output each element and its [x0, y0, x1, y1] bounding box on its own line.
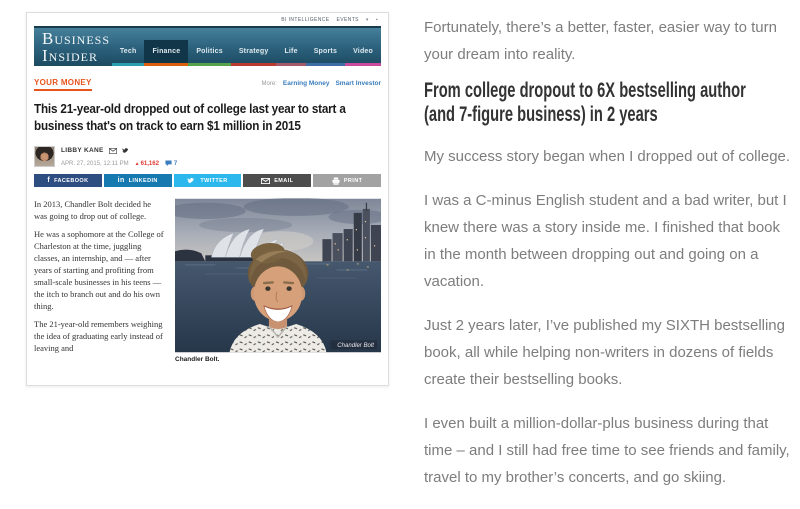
search-icon: ▪ [375, 16, 378, 23]
bi-article-body [34, 198, 165, 363]
article-paragraph: Just 2 years later, I’ve published my SIXTH bestselling book, all while helping non-writers in dozens of fields create their bestselling books. [424, 317, 785, 388]
print-share-button: PRINT [313, 174, 381, 187]
bi-link-earning-money: Earning Money [282, 80, 330, 87]
bi-tab-video: Video [345, 40, 381, 66]
chandler-bolt-selfie-photo [175, 198, 381, 353]
bi-logo-line2: Insider [42, 46, 98, 65]
photo-caption: Chandler Bolt. [175, 356, 220, 363]
subheading-line1: From college dropout to 6X bestselling author [424, 79, 746, 102]
email-icon [261, 178, 270, 184]
bi-article-headline: This 21-year-old dropped out of college last year to start a business that's on track to earn $1 million in 2015 [34, 101, 346, 133]
article-text-column [424, 12, 792, 502]
photo-credit: Chandler Bolt [337, 343, 374, 350]
bi-paragraph: He was a sophomore at the College of Charleston at the time, juggling classes, an internship, and — after years of starting and profiting from small-scale businesses in his teens — the itch to branch out and do his own thing. [34, 229, 164, 311]
bi-masthead [34, 26, 381, 66]
bi-tab-politics: Politics [188, 40, 231, 66]
comment-count: 7 [165, 160, 177, 167]
twitter-share-button: TWITTER [174, 174, 242, 187]
author-avatar [34, 146, 55, 167]
bi-nav [112, 40, 381, 66]
bi-logo [42, 30, 110, 64]
print-icon [332, 177, 340, 185]
linkedin-icon: in [117, 177, 125, 184]
article-paragraph-intro: Fortunately, there’s a better, faster, easier way to turn your dream into reality. [424, 19, 777, 63]
bi-logo-line1: Business [42, 29, 111, 48]
view-count: ▲ 61,162 [134, 160, 159, 167]
email-icon [109, 148, 117, 154]
bi-tab-strategy: Strategy [231, 40, 277, 66]
bi-more-label: More: [261, 81, 277, 87]
facebook-share-button: f FACEBOOK [34, 174, 102, 187]
bi-tab-sports: Sports [306, 40, 345, 66]
bi-section-your-money: YOUR MONEY [34, 78, 92, 91]
up-arrow-icon: ▲ [134, 160, 140, 167]
email-share-button: EMAIL [243, 174, 311, 187]
bi-byline [34, 146, 381, 168]
article-paragraph: I even built a million-dollar-plus business during that time – and I still had free time to see friends and family, travel to my brother’s concerts, and go skiing. [424, 415, 790, 486]
business-insider-screenshot [26, 12, 389, 386]
bi-paragraph: In 2013, Chandler Bolt decided he was going to drop out of college. [34, 199, 152, 221]
article-paragraph: My success story began when I dropped out of college. [424, 148, 791, 165]
article-subheading [424, 79, 792, 127]
publish-date: APR. 27, 2015, 12:11 PM [61, 160, 129, 167]
bi-share-bar [34, 174, 381, 187]
article-paragraph: I was a C-minus English student and a bad writer, but I knew there was a story inside me. I finished that book in the month between dropping out and going on a vacation. [424, 192, 787, 290]
facebook-icon: f [47, 177, 51, 184]
bi-events-link: EVENTS [336, 16, 359, 23]
bi-paragraph: The 21-year-old remembers weighing the idea of graduating early instead of leaving and [34, 319, 163, 353]
bi-link-smart-investor: Smart Investor [335, 80, 381, 87]
bi-tab-life: Life [276, 40, 305, 66]
author-name: LIBBY KANE [61, 147, 104, 154]
twitter-icon [122, 147, 130, 154]
twitter-icon [187, 177, 196, 184]
comment-bubble-icon [165, 160, 172, 167]
linkedin-share-button: in LINKEDIN [104, 174, 172, 187]
bi-intelligence-link: BI INTELLIGENCE [281, 16, 330, 23]
subheading-line2: (and 7-figure business) in 2 years [424, 103, 658, 126]
bi-tab-finance: Finance [144, 40, 188, 66]
bi-topbar [27, 13, 388, 26]
chevron-down-icon: ▾ [365, 16, 369, 23]
bi-tab-tech: Tech [112, 40, 145, 66]
